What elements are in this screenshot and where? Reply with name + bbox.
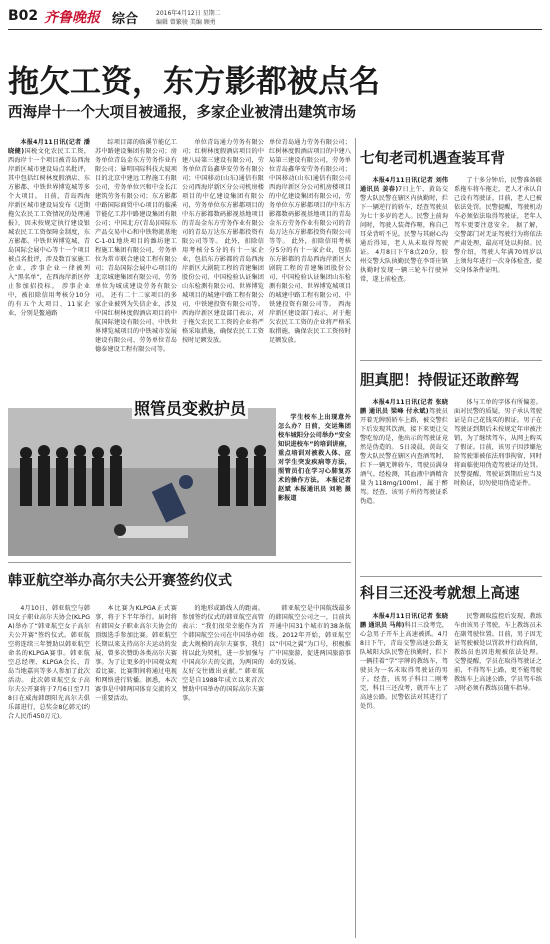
story4-headline: 胆真肥！持假证还敢醉驾 <box>360 373 520 389</box>
story2-column-1 <box>8 604 90 934</box>
lead-body-3: 单位青岛通力劳务有限公司；红树林度假酒店项目的中建八局第三建设有限公司，劳务单位青岛鑫华安劳务有限公司；中国移动(山东)通信有限公司西海岸新区分公司机房楼项目的中亿建设集团有限公司，劳务单位东方影都项目的中东方影都数码影视基地项目的青岛金东方劳务作业有限公司的青岛万达东方影都投资有限公司等等。 此外，扣除信用考核分5分的有十一家企业，包括东方影都的青岛西海岸新区大剧院工程的青建集团股份公司、中国检验认证集团山东检测有限公司、世界博览城项目的城建中路工程有限公司、中铁建投资有限公司等。 西海岸新区建设部门表示，对于拖欠农民工工资的企业将严格采取措施，确保农民工工资按时足额发放。 <box>182 139 264 344</box>
lead-column-1 <box>8 138 90 360</box>
story3-column-2 <box>454 176 542 354</box>
story5-headline: 科目三还没考就想上高速 <box>360 586 520 602</box>
story4-column-2 <box>454 398 542 570</box>
section-rule-right-2 <box>360 576 542 577</box>
lead-body-4: 单位青岛通力劳务有限公司；红树林度假酒店项目的中建八局第三建设有限公司，劳务单位青岛鑫华安劳务有限公司；中国移动(山东)通信有限公司西海岸新区分公司机房楼项目的中亿建设集团有限公司，劳务单位东方影都项目的中东方影都数码影视基地项目的青岛金东方劳务作业有限公司的青岛万达东方影都投资有限公司等等。 此外，扣除信用考核分5分的有十一家企业，包括东方影都的青岛西海岸新区大剧院工程的青建集团股份公司、中国检验认证集团山东检测有限公司、世界博览城项目的城建中路工程有限公司、中铁建投资有限公司等。 西海岸新区建设部门表示，对于拖欠农民工工资的企业将严格采取措施，确保农民工工资按时足额发放。 <box>269 139 351 344</box>
masthead <box>8 6 542 28</box>
photo-caption <box>278 413 351 559</box>
story2-body-4: 韩亚航空是中国航线最多的韩国航空公司之一，目前共开通中国31个城市的38条航线。2012年开始，韩亚航空以“中国之翼”为口号，积极推广中国旅游，促进两国旅游事业的发展。 <box>269 605 351 666</box>
story5-body-1: 科目三没考完，心急男子开车上高速被抓。4月8日下午，青岛交警高速公路支队城阳大队民警在执勤时，拦下一辆挂着“学”字牌的教练车，驾驶员为一名未取得驾驶证的男子。经查，该男子科目二刚考完，科目三还没考，就开车上了高速公路。民警依法对其进行了处罚。 <box>360 622 448 710</box>
page-number: B02 <box>8 8 39 24</box>
story4-body-1: 驾驶员开着无牌照轿车上路，被交警拦下后发现其饮酒，接下来更让交警吃惊的是，他出示的驾驶证竟然是伪造的。 5日凌晨，黄岛交警大队民警在辖区内查酒驾时，拦下一辆无牌轿车，驾驶员满身酒气。经检测，其血液中酒精含量为118mg/100ml，属于醉驾。经查，该男子所持驾驶证系伪造。 <box>360 408 448 505</box>
lead-headline: 拖欠工资，东方影都被点名 <box>8 64 380 100</box>
story3-body-1: 7日上午，黄岛交警大队民警在辖区内执勤时，拦下一辆逆行的轿车，经查驾驶员为七十多岁的老人。民警上前询问时，驾驶人装聋作哑，称自己耳朵背听不见。民警与其耐心沟通后得知，老人从未取得驾驶证。 4月8日下午8点20分，胶州交警大队执勤民警在李哥庄镇执勤时发现一辆三轮车行驶异常，遂上前检查。 <box>360 186 448 283</box>
story5-body-2: 民警调取监控后发现，教练车由该男子驾驶，车上教练员未在副驾驶位置。目前，男子因无证驾驶被处以罚款并行政拘留，教练员也因违规被依法处理。 交警提醒，学员在取得驾驶证之前，不得驾车上路，更不能驾驶教练车上高速公路，学员驾车练习时必须有教练员随车指导。 <box>454 613 542 692</box>
story2-column-3 <box>182 604 264 934</box>
story4-byline: 本报4月11日讯(记者 张晓鹏 通讯员 梁峰 付永斌) <box>360 399 448 415</box>
lead-subheadline: 西海岸十一个大项目被通报，多家企业被清出建筑市场 <box>8 105 356 121</box>
masthead-rule <box>8 29 542 30</box>
lead-body-1: 国税文化农民工工资，西海岸十一个项目被青岛西海岸新区城市建设局点名批评，其中包括红树林度假酒店、东方影都、中铁世界博览城等多个大项目。 日前，青岛西海岸新区城市建设局发布《近期拖欠农民工工资情况的处理通报》，因未按规定执行建设银城农民工工资保障金制度，东方影都、中铁世界博览城、青岛国际会展中心等十一个项目被点名批评，涉及数百家施工企业，涉事企业一律被列入“黑名单”，在西海岸新区停止参加招投标。 涉事企业中，被扣除信用考核分10分的有五个大项目、11家企业，分别是鳌通路 <box>8 148 90 317</box>
story2-body-3: 的地形或路线人的距离。 参加签约仪式的韩亚航空高管表示：“我们很荣幸能作为首个韩国航空公司在中国举办如此大规模的高尔夫赛事，我们将以此为契机，进一步加强与中国高尔夫的交流，为两国的友好交往做出贡献。” 韩亚航空是自1988年成立以来首次赞助中国举办的国际高尔夫赛事。 <box>182 605 264 702</box>
story3-byline: 本报4月11日讯(记者 刘伟 通讯员 姜春) <box>360 177 448 193</box>
lead-column-2 <box>95 138 177 360</box>
story3-body-2: 了十多分钟后，民警准备联系拖车将车拖走，老人才承认自己没有驾驶证。目前，老人已被依法处罚。民警提醒，驾驶机动车必须依法取得驾驶证，老年人驾车更要注意安全。 据了解，交警部门对无证驾驶行为将依法严肃处理，最高可处以拘留。民警介绍，驾驶人年满70周岁以上须每年进行一次身体检查，提交身体条件证明。 <box>454 177 542 274</box>
issue-date: 2016年4月12日 星期二 <box>156 10 221 17</box>
story2-column-2 <box>95 604 177 934</box>
lead-body-2: 综项目部的临溪节能亿工苏中路建设集团有限公司；房务单位青岛金东方劳务作业有限公司；暴明国际科技大厦项目的北京中建远工程施工有限公司，劳务单位兴和中金长江建筑劳务有限公司；东方影都中路国际商贸中心项目的临溪节能亿工苏中路建设集团有限公司；中国北方(青岛)国际东产品交易中心和中铁物流基地C-1-01地块项目的潍坊建工程施工集团有限公司，劳务单位为常市联合建设工程有限公司；青岛国际会展中心项目的北京城建集团有限公司，劳务单位为城成建设劳务有限公司。 还有二十二家项目的多家企业被列为失信企业，涉及中国红树林度假酒店项目的中航国际建设有限公司、中铁世界博览城项目的中铁城市发展建设有限公司、劳务单位青岛德泰建设工程有限公司等。 <box>95 139 177 353</box>
story3-column-1 <box>360 176 448 354</box>
story3-headline: 七旬老司机遇查装耳背 <box>360 151 505 167</box>
story2-body-1: 4月10日，韩亚航空与韩国女子职业高尔夫协会(KLPGA)举办了“韩亚航空女子高尔夫公开赛”签约仪式。韩亚航空将连续三年赞助以韩亚航空命名的KLPGA赛事。韩亚航空总经理、KLPGA会长、青岛当地嘉宾等多人参加了此次活动。 此次韩亚航空女子高尔夫公开赛将于7月6日至7月8日在威海韩朗阳光高尔夫俱乐部进行，总奖金8亿韩元(约合人民币450万元)。 <box>8 605 90 720</box>
lead-column-4 <box>269 138 351 360</box>
section-rule-left <box>8 562 351 563</box>
photo-caption-text: 学生校车上出现意外怎么办？日前，交运集团校车城阳分公司举办“安全知识进校车”的培训讲座，重点培训对被救人体、应对学生突发疾病等方法，照管员们在学习心肺复苏术的操作方法。 本报记者 赵斌 本报通讯员 刘艳 摄影报道 <box>278 414 351 502</box>
story2-body-2: 本比赛为KLPGA正式赛事，将于下半年举行。届时将有韩国女子职业高尔夫协会的顶级选手参加比赛。韩亚航空长期以来支持高尔夫运动的发展，曾多次赞助各类高尔夫赛事。为了让更多的中国观众观看比赛，比赛期间将通过电视和网络进行转播。据悉，本次赛事是中韩两国体育交流的又一重要活动。 <box>95 605 177 702</box>
lead-column-3 <box>182 138 264 360</box>
story5-byline: 本报4月11日讯(记者 张晓鹏 通讯员 马帅) <box>360 613 448 629</box>
story2-headline: 韩亚航空举办高尔夫公开赛签约仪式 <box>8 573 232 589</box>
story5-column-1 <box>360 612 448 852</box>
section-label: 综合 <box>112 12 139 27</box>
story2-column-4 <box>269 604 351 934</box>
section-rule-right-1 <box>360 360 542 361</box>
story5-column-2 <box>454 612 542 852</box>
training-photo-graphic <box>8 408 276 556</box>
news-photo-training <box>8 408 276 556</box>
story4-column-1 <box>360 398 448 570</box>
paper-logo: 齐鲁晚报 <box>44 10 100 26</box>
photo-title: 照管员变救护员 <box>132 396 248 419</box>
story4-body-2: 体与工单的字体有所偏差。面对民警的质疑，男子承认驾驶证是自己花钱买的假证。男子在驾驶证到期后未按规定年审被注销，为了继续驾车，从网上购买了假证。目前，该男子因涉嫌危险驾驶罪被依法刑事拘留，同时将面临使用伪造驾驶证的处罚。 民警提醒，驾驶证到期后应当及时换证，切勿使用伪造证件。 <box>454 399 542 487</box>
column-divider <box>355 138 356 938</box>
editor-credits: 编辑 曾繁骏 美编 顾勇 <box>156 19 216 26</box>
lead-byline: 本报4月11日讯(记者 潘晓健) <box>8 139 90 155</box>
